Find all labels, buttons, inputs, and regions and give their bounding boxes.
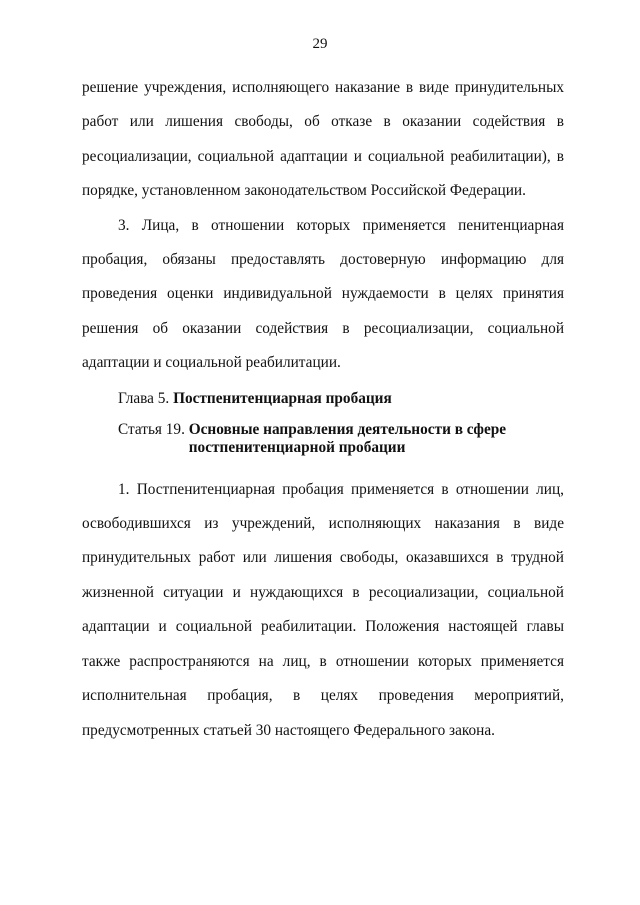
- paragraph-article-19-item-1: 1. Постпенитенциарная пробация применяется в отношении лиц, освободившихся из учреждений, исполняющих наказания в виде принудительных работ или лишения свободы, оказавшихся в трудной жизненной ситуации и нуждающихся в ресоциализации, социальной адаптации и социальной реабилитации. Положения настоящей главы также распространяются на лиц, в отношении которых применяется исполнительная пробация, в целях проведения мероприятий, предусмотренных статьей 30 настоящего Федерального закона.: [82, 480, 564, 739]
- article-heading: [82, 421, 564, 457]
- article-title: Основные направления деятельности в сфере постпенитенциарной пробации: [188, 420, 507, 456]
- chapter-title: Постпенитенциарная пробация: [173, 389, 392, 407]
- paragraph-item-3: 3. Лица, в отношении которых применяется пенитенциарная пробация, обязаны предоставлять достоверную информацию для проведения оценки индивидуальной нуждаемости в целях принятия решения об оказании содействия в ресоциализации, социальной адаптации и социальной реабилитации.: [82, 216, 564, 372]
- document-body: [82, 71, 564, 748]
- article-prefix: Статья 19.: [118, 420, 189, 438]
- chapter-prefix: Глава 5.: [118, 389, 174, 407]
- chapter-heading: [82, 389, 564, 409]
- paragraph-continuation: решение учреждения, исполняющего наказание в виде принудительных работ или лишения свободы, об отказе в оказании содействия в ресоциализации, социальной адаптации и социальной реабилитации), в порядке, установленном законодательством Российской Федерации.: [82, 79, 564, 200]
- page-number: 29: [312, 36, 328, 52]
